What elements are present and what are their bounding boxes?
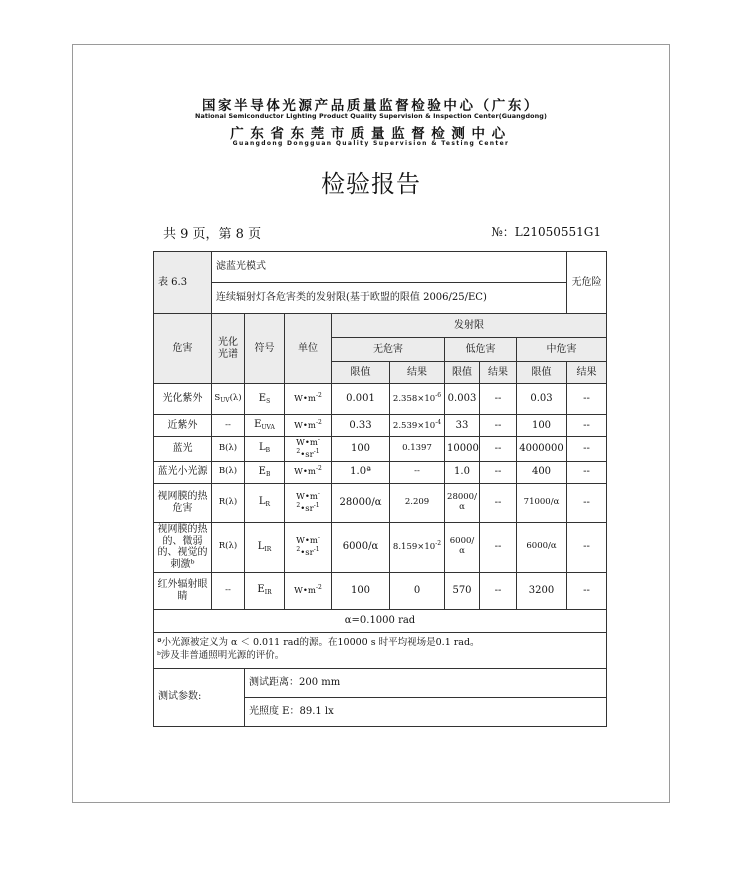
limit-low: 10000 (445, 437, 480, 462)
result-mid: -- (567, 572, 607, 609)
col-spectrum: 光化光谱 (212, 314, 245, 384)
limit-low: 28000/α (445, 483, 480, 522)
alpha-value: α=0.1000 rad (154, 609, 607, 632)
hazard-name: 视网膜的热危害 (154, 483, 212, 522)
limit-low: 570 (445, 572, 480, 609)
table-row (154, 483, 607, 522)
col-symbol: 符号 (245, 314, 285, 384)
result-mid: -- (567, 384, 607, 415)
hazard-name: 蓝光 (154, 437, 212, 462)
spectrum: B(λ) (212, 461, 245, 483)
sub-limit-exempt: 限值 (332, 362, 390, 384)
spectrum: R(λ) (212, 522, 245, 572)
limit-exempt: 100 (332, 572, 390, 609)
result-exempt: 0 (390, 572, 445, 609)
limit-mid: 400 (517, 461, 567, 483)
result-low: -- (480, 437, 517, 462)
limit-low: 1.0 (445, 461, 480, 483)
limit-mid: 0.03 (517, 384, 567, 415)
limit-exempt: 100 (332, 437, 390, 462)
limit-low: 33 (445, 415, 480, 437)
spectrum: $S_{UV}(\lambda)$ (212, 384, 245, 415)
result-low: -- (480, 384, 517, 415)
result-exempt: 0.1397 (390, 437, 445, 462)
symbol: $E_S$ (245, 384, 285, 415)
unit: $W•m^{-2}•sr^{-1}$ (285, 522, 332, 572)
limit-low: 6000/α (445, 522, 480, 572)
hazard-name: 蓝光小光源 (154, 461, 212, 483)
note-a: ª小光源被定义为 α ＜ 0.011 rad的源。在10000 s 时平均视场是0.1 rad。 (157, 637, 480, 649)
limit-mid: 3200 (517, 572, 567, 609)
result-exempt: $2.539\times 10^{-4}$ (390, 415, 445, 437)
hazard-name: 红外辐射眼睛 (154, 572, 212, 609)
hazard-name: 光化紫外 (154, 384, 212, 415)
table-row (154, 384, 607, 415)
result-low: -- (480, 483, 517, 522)
symbol: $E_{UVA}$ (245, 415, 285, 437)
notes (154, 632, 607, 668)
table-row (154, 461, 607, 483)
org-name-cn: 国家半导体光源产品质量监督检验中心（广东） (201, 98, 541, 114)
table-mode: 滤蓝光模式 (212, 252, 567, 283)
org2-name-cn: 广东省东莞市质量监督检测中心 (230, 126, 512, 142)
unit: $W•m^{-2}$ (285, 415, 332, 437)
col-emission-limit: 发射限 (332, 314, 607, 338)
hazard-name: 视网膜的热的、微弱的、视觉的刺激ᵇ (154, 522, 212, 572)
unit: $W•m^{-2}$ (285, 572, 332, 609)
table-id: 表 6.3 (154, 252, 212, 314)
symbol: $L_{IR}$ (245, 522, 285, 572)
page-info: 共 9 页，第 8 页 (163, 227, 262, 242)
hazard-name: 近紫外 (154, 415, 212, 437)
table-row (154, 437, 607, 462)
result-exempt: -- (390, 461, 445, 483)
result-low: -- (480, 461, 517, 483)
spectrum: -- (212, 572, 245, 609)
limit-mid: 6000/α (517, 522, 567, 572)
test-params-label: 测试参数: (154, 668, 245, 726)
table-description: 连续辐射灯各危害类的发射限(基于欧盟的限值 2006/25/EC) (212, 283, 567, 314)
org-name-en: National Semiconductor Lighting Product Quality Supervision & Inspection Center(Guangdong) (195, 112, 547, 120)
limit-mid: 4000000 (517, 437, 567, 462)
illuminance: 光照度 E：89.1 lx (245, 697, 607, 726)
note-b: ᵇ涉及非普通照明光源的评价。 (157, 650, 285, 662)
result-exempt: $8.159\times 10^{-2}$ (390, 522, 445, 572)
symbol: $E_B$ (245, 461, 285, 483)
spectrum: -- (212, 415, 245, 437)
result-mid: -- (567, 522, 607, 572)
group-low: 低危害 (445, 338, 517, 362)
report-page (72, 44, 670, 803)
unit: $W•m^{-2}$ (285, 384, 332, 415)
result-low: -- (480, 415, 517, 437)
report-title: 检验报告 (321, 170, 421, 198)
result-mid: -- (567, 483, 607, 522)
result-low: -- (480, 522, 517, 572)
symbol: $E_{IR}$ (245, 572, 285, 609)
sub-result-mid: 结果 (567, 362, 607, 384)
result-mid: -- (567, 461, 607, 483)
limit-mid: 100 (517, 415, 567, 437)
test-distance: 测试距离：200 mm (245, 668, 607, 697)
spectrum: B(λ) (212, 437, 245, 462)
result-low: -- (480, 572, 517, 609)
group-exempt: 无危害 (332, 338, 445, 362)
unit: $W•m^{-2}•sr^{-1}$ (285, 437, 332, 462)
result-exempt: 2.209 (390, 483, 445, 522)
table-row (154, 572, 607, 609)
limit-exempt: 0.33 (332, 415, 390, 437)
org2-name-en: Guangdong Dongguan Quality Supervision & Testing Center (232, 140, 510, 147)
col-hazard: 危害 (154, 314, 212, 384)
sub-limit-low: 限值 (445, 362, 480, 384)
symbol: $L_R$ (245, 483, 285, 522)
spectrum: R(λ) (212, 483, 245, 522)
table-conclusion: 无危险 (567, 252, 607, 314)
table-row (154, 522, 607, 572)
report-number: №：L21050551G1 (491, 225, 601, 239)
limit-exempt: 0.001 (332, 384, 390, 415)
limit-low: 0.003 (445, 384, 480, 415)
limit-mid: 71000/α (517, 483, 567, 522)
result-exempt: $2.358\times 10^{-6}$ (390, 384, 445, 415)
col-unit: 单位 (285, 314, 332, 384)
result-mid: -- (567, 437, 607, 462)
limit-exempt: 1.0ª (332, 461, 390, 483)
limit-exempt: 6000/α (332, 522, 390, 572)
unit: $W•m^{-2}$ (285, 461, 332, 483)
hazard-table (153, 251, 607, 727)
sub-result-exempt: 结果 (390, 362, 445, 384)
table-row (154, 415, 607, 437)
sub-result-low: 结果 (480, 362, 517, 384)
sub-limit-mid: 限值 (517, 362, 567, 384)
symbol: $L_B$ (245, 437, 285, 462)
group-mid: 中危害 (517, 338, 607, 362)
unit: $W•m^{-2}•sr^{-1}$ (285, 483, 332, 522)
limit-exempt: 28000/α (332, 483, 390, 522)
result-mid: -- (567, 415, 607, 437)
